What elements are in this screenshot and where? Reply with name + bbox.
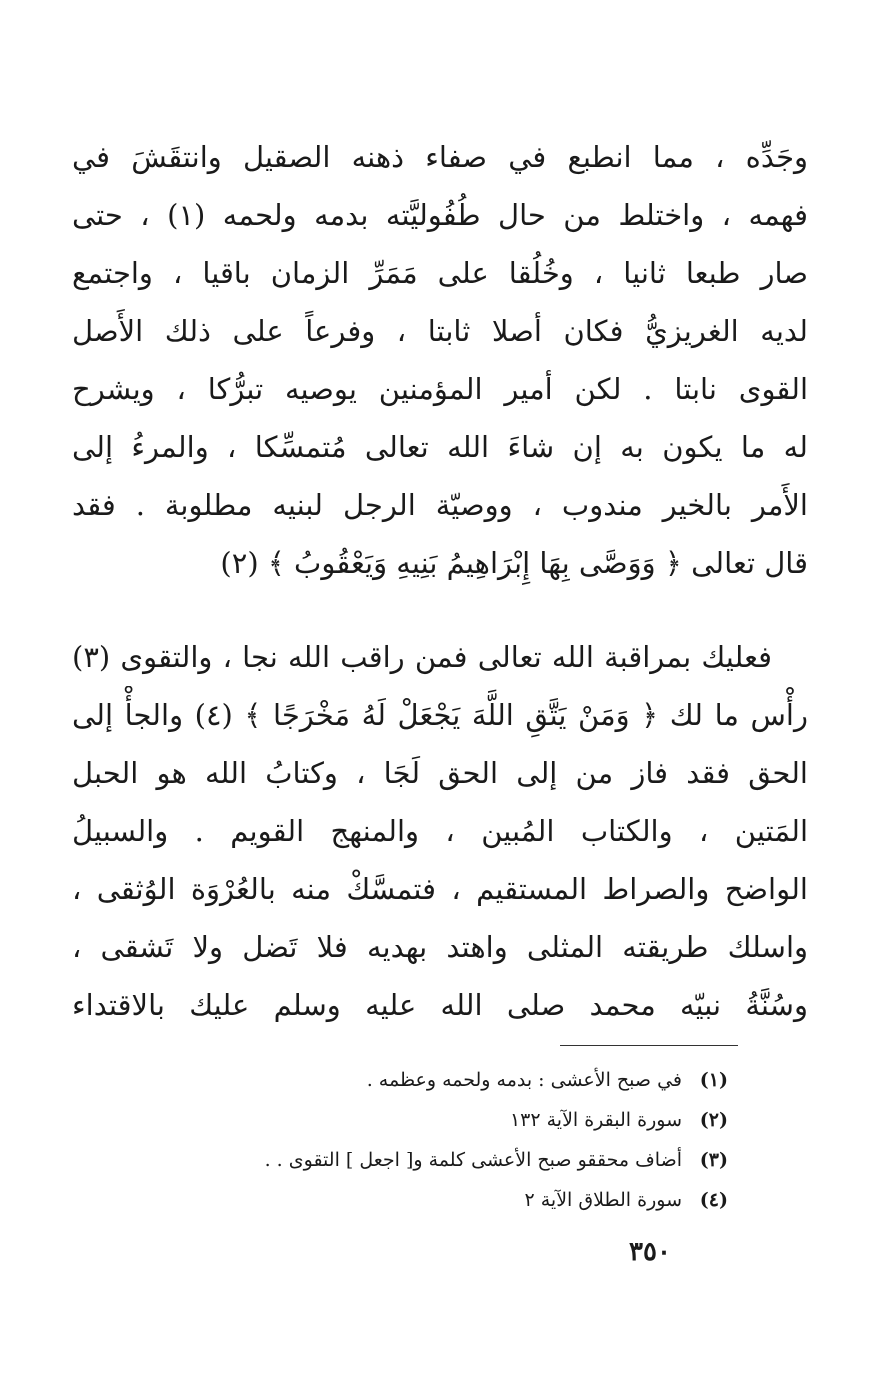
text-line: القوى نابتا . لكن أمير المؤمنين يوصيه تبرُّكا ، ويشرح — [72, 372, 808, 406]
text-line: لديه الغريزيُّ فكان أصلا ثابتا ، وفرعاً على ذلك الأَصل — [72, 314, 808, 348]
main-text — [72, 128, 808, 1034]
text-line: له ما يكون به إن شاءَ الله تعالى مُتمسِّكا ، والمرءُ إلى — [72, 430, 808, 464]
text-line: المَتين ، والكتاب المُبين ، والمنهج القويم . والسبيلُ — [72, 814, 808, 848]
text-line: الواضح والصراط المستقيم ، فتمسَّكْ منه بالعُرْوَة الوُثقى ، — [72, 872, 808, 906]
paragraph-2 — [72, 628, 808, 1034]
text-line: فعليك بمراقبة الله تعالى فمن راقب الله نجا ، والتقوى (٣) — [72, 640, 772, 674]
text-line: الأَمر بالخير مندوب ، ووصيّة الرجل لبنيه مطلوبة . فقد — [72, 488, 808, 522]
paragraph-1 — [72, 128, 808, 592]
page-number: ٣٥٠ — [629, 1237, 671, 1267]
text-line: قال تعالى ﴿ وَوَصَّى بِهَا إِبْرَاهِيمُ بَنِيهِ وَيَعْقُوبُ ﴾ (٢) — [220, 546, 808, 580]
footnote-1 — [200, 1060, 728, 1100]
footnote-text: سورة البقرة الآية ١٣٢ — [509, 1109, 682, 1131]
footnote-2 — [200, 1100, 728, 1140]
text-line: وسُنَّةُ نبيّه محمد صلى الله عليه وسلم عليك بالاقتداء — [72, 988, 808, 1022]
footnote-number: (٢) — [699, 1109, 728, 1131]
text-line: واسلك طريقته المثلى واهتد بهديه فلا تَضل ولا تَشقى ، — [72, 930, 808, 964]
text-line: رأْس ما لك ﴿ وَمَنْ يَتَّقِ اللَّهَ يَجْعَلْ لَهُ مَخْرَجًا ﴾ (٤) والجأْ إلى — [72, 698, 808, 732]
paragraph-gap — [72, 592, 808, 628]
footnote-separator — [560, 1045, 738, 1046]
footnote-number: (٣) — [699, 1149, 728, 1171]
text-line: وجَدِّه ، مما انطبع في صفاء ذهنه الصقيل وانتقَشَ في — [72, 140, 808, 174]
text-line: فهمه ، واختلط من حال طُفُوليَّته بدمه ولحمه (١) ، حتى — [72, 198, 808, 232]
footnote-number: (٤) — [699, 1189, 728, 1211]
footnote-text: أضاف محققو صبح الأعشى كلمة و[ اجعل ] التقوى . . — [264, 1149, 682, 1171]
footnote-text: في صبح الأعشى : بدمه ولحمه وعظمه . — [366, 1069, 682, 1091]
footnote-text: سورة الطلاق الآية ٢ — [524, 1189, 682, 1211]
footnote-number: (١) — [699, 1069, 728, 1091]
text-line: صار طبعا ثانيا ، وخُلُقا على مَمَرِّ الزمان باقيا ، واجتمع — [72, 256, 808, 290]
footnote-3 — [200, 1140, 728, 1180]
footnote-4 — [200, 1180, 728, 1220]
text-line: الحق فقد فاز من إلى الحق لَجَا ، وكتابُ الله هو الحبل — [72, 756, 808, 790]
footnotes — [200, 1060, 728, 1220]
